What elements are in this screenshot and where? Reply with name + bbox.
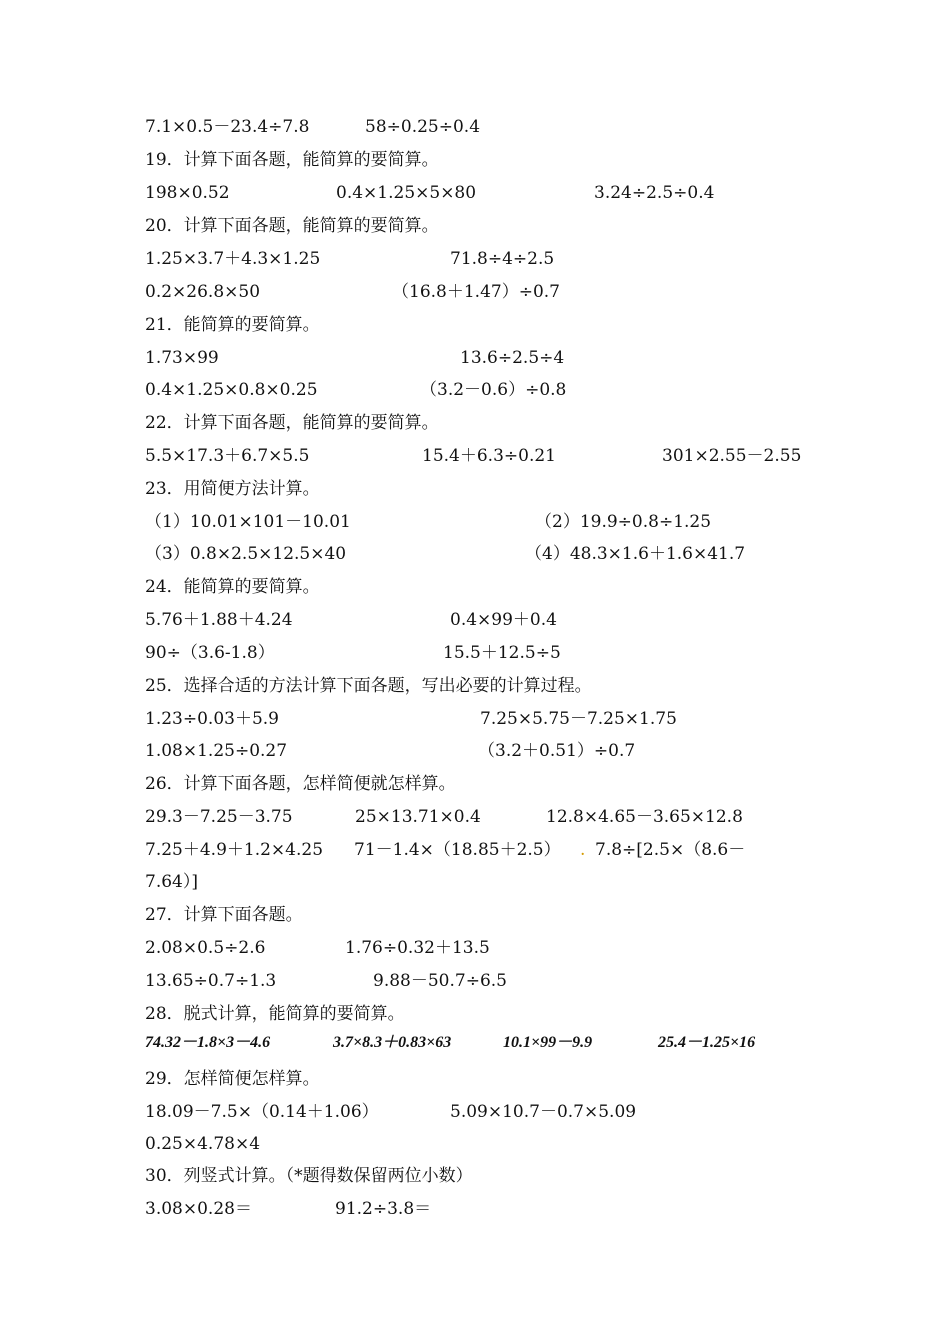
question-heading [0, 771, 950, 797]
question-heading [0, 147, 950, 173]
expression-row [0, 541, 950, 567]
expression: 5.5×17.3＋6.7×5.5 [145, 446, 310, 466]
expression: 10.1×99－9.9 [503, 1034, 593, 1051]
expression: 5.76＋1.88＋4.24 [145, 610, 293, 630]
question-title: 29．怎样简便怎样算。 [145, 1069, 320, 1089]
expression: 1.23÷0.03＋5.9 [145, 709, 279, 729]
expression: （16.8＋1.47）÷0.7 [392, 282, 560, 302]
question-heading [0, 1163, 950, 1189]
expression: 0.4×1.25×0.8×0.25 [145, 380, 318, 400]
expression: 1.08×1.25÷0.27 [145, 741, 288, 761]
question-heading [0, 902, 950, 928]
expression: 3.7×8.3＋0.83×63 [333, 1034, 452, 1051]
question-heading [0, 1001, 950, 1027]
question-title: 20．计算下面各题，能简算的要简算。 [145, 216, 439, 236]
expression: 0.2×26.8×50 [145, 282, 261, 302]
expression: 18.09－7.5×（0.14＋1.06） [145, 1102, 379, 1122]
expression: 7.64）] [145, 872, 198, 892]
expression: 90÷（3.6-1.8） [145, 643, 275, 663]
question-title: 25．选择合适的方法计算下面各题，写出必要的计算过程。 [145, 676, 592, 696]
expression-row [0, 837, 950, 863]
expression: 71－1.4×（18.85＋2.5） [354, 840, 561, 860]
expression: 58÷0.25÷0.4 [365, 117, 481, 137]
expression: 25.4－1.25×16 [658, 1034, 756, 1051]
expression: 1.73×99 [145, 348, 219, 368]
question-heading [0, 1066, 950, 1092]
expression-row [0, 738, 950, 764]
expression-row [0, 935, 950, 961]
expression: 0.4×1.25×5×80 [336, 183, 477, 203]
expression: 7.8÷[2.5×（8.6－ [595, 840, 746, 860]
question-title: 23．用简便方法计算。 [145, 479, 320, 499]
expression: 3.08×0.28＝ [145, 1199, 252, 1219]
expression: 0.25×4.78×4 [145, 1134, 261, 1154]
expression-row [0, 114, 950, 140]
stray-mark: . [580, 840, 586, 860]
expression: 91.2÷3.8＝ [335, 1199, 432, 1219]
expression: 198×0.52 [145, 183, 230, 203]
expression: 301×2.55－2.55 [662, 446, 802, 466]
expression-row [0, 443, 950, 469]
expression: 3.24÷2.5÷0.4 [594, 183, 715, 203]
expression: 71.8÷4÷2.5 [450, 249, 555, 269]
expression-row [0, 377, 950, 403]
question-heading [0, 410, 950, 436]
expression: 13.65÷0.7÷1.3 [145, 971, 277, 991]
expression: 15.5＋12.5÷5 [443, 643, 561, 663]
question-title: 30．列竖式计算。（*题得数保留两位小数） [145, 1166, 473, 1186]
question-title: 26．计算下面各题，怎样简便就怎样算。 [145, 774, 456, 794]
expression-row [0, 246, 950, 272]
question-title: 21．能简算的要简算。 [145, 315, 320, 335]
question-heading [0, 312, 950, 338]
expression: 29.3－7.25－3.75 [145, 807, 293, 827]
expression-row [0, 640, 950, 666]
expression: 25×13.71×0.4 [355, 807, 481, 827]
expression-row [0, 706, 950, 732]
expression-row [0, 509, 950, 535]
expression-row [0, 869, 950, 895]
expression: （3.2＋0.51）÷0.7 [478, 741, 636, 761]
expression: （3.2－0.6）÷0.8 [420, 380, 567, 400]
expression-row [0, 279, 950, 305]
expression: 15.4＋6.3÷0.21 [422, 446, 556, 466]
expression: 2.08×0.5÷2.6 [145, 938, 266, 958]
question-heading [0, 476, 950, 502]
expression: 7.25＋4.9＋1.2×4.25 [145, 840, 324, 860]
question-title: 27．计算下面各题。 [145, 905, 303, 925]
expression-row [0, 1196, 950, 1222]
expression-row [0, 180, 950, 206]
question-title: 19．计算下面各题，能简算的要简算。 [145, 150, 439, 170]
expression: 1.25×3.7＋4.3×1.25 [145, 249, 321, 269]
expression-row [0, 804, 950, 830]
expression: 12.8×4.65－3.65×12.8 [546, 807, 743, 827]
expression: 0.4×99＋0.4 [450, 610, 557, 630]
question-heading [0, 213, 950, 239]
expression-row [0, 1099, 950, 1125]
expression-row [0, 1131, 950, 1157]
expression-row [0, 968, 950, 994]
question-title: 24．能简算的要简算。 [145, 577, 320, 597]
expression: 7.25×5.75－7.25×1.75 [480, 709, 677, 729]
question-title: 28．脱式计算，能简算的要简算。 [145, 1004, 405, 1024]
expression: 1.76÷0.32＋13.5 [345, 938, 490, 958]
expression: （3）0.8×2.5×12.5×40 [145, 544, 347, 564]
expression: （4）48.3×1.6＋1.6×41.7 [525, 544, 746, 564]
expression-row [0, 1030, 950, 1056]
expression: 9.88－50.7÷6.5 [373, 971, 507, 991]
expression: 7.1×0.5－23.4÷7.8 [145, 117, 310, 137]
question-title: 22．计算下面各题，能简算的要简算。 [145, 413, 439, 433]
expression: 74.32－1.8×3－4.6 [145, 1034, 271, 1051]
question-heading [0, 673, 950, 699]
expression-row [0, 345, 950, 371]
expression: （1）10.01×101－10.01 [145, 512, 351, 532]
expression-row [0, 607, 950, 633]
expression: 5.09×10.7－0.7×5.09 [450, 1102, 637, 1122]
question-heading [0, 574, 950, 600]
expression: 13.6÷2.5÷4 [460, 348, 565, 368]
expression: （2）19.9÷0.8÷1.25 [535, 512, 712, 532]
